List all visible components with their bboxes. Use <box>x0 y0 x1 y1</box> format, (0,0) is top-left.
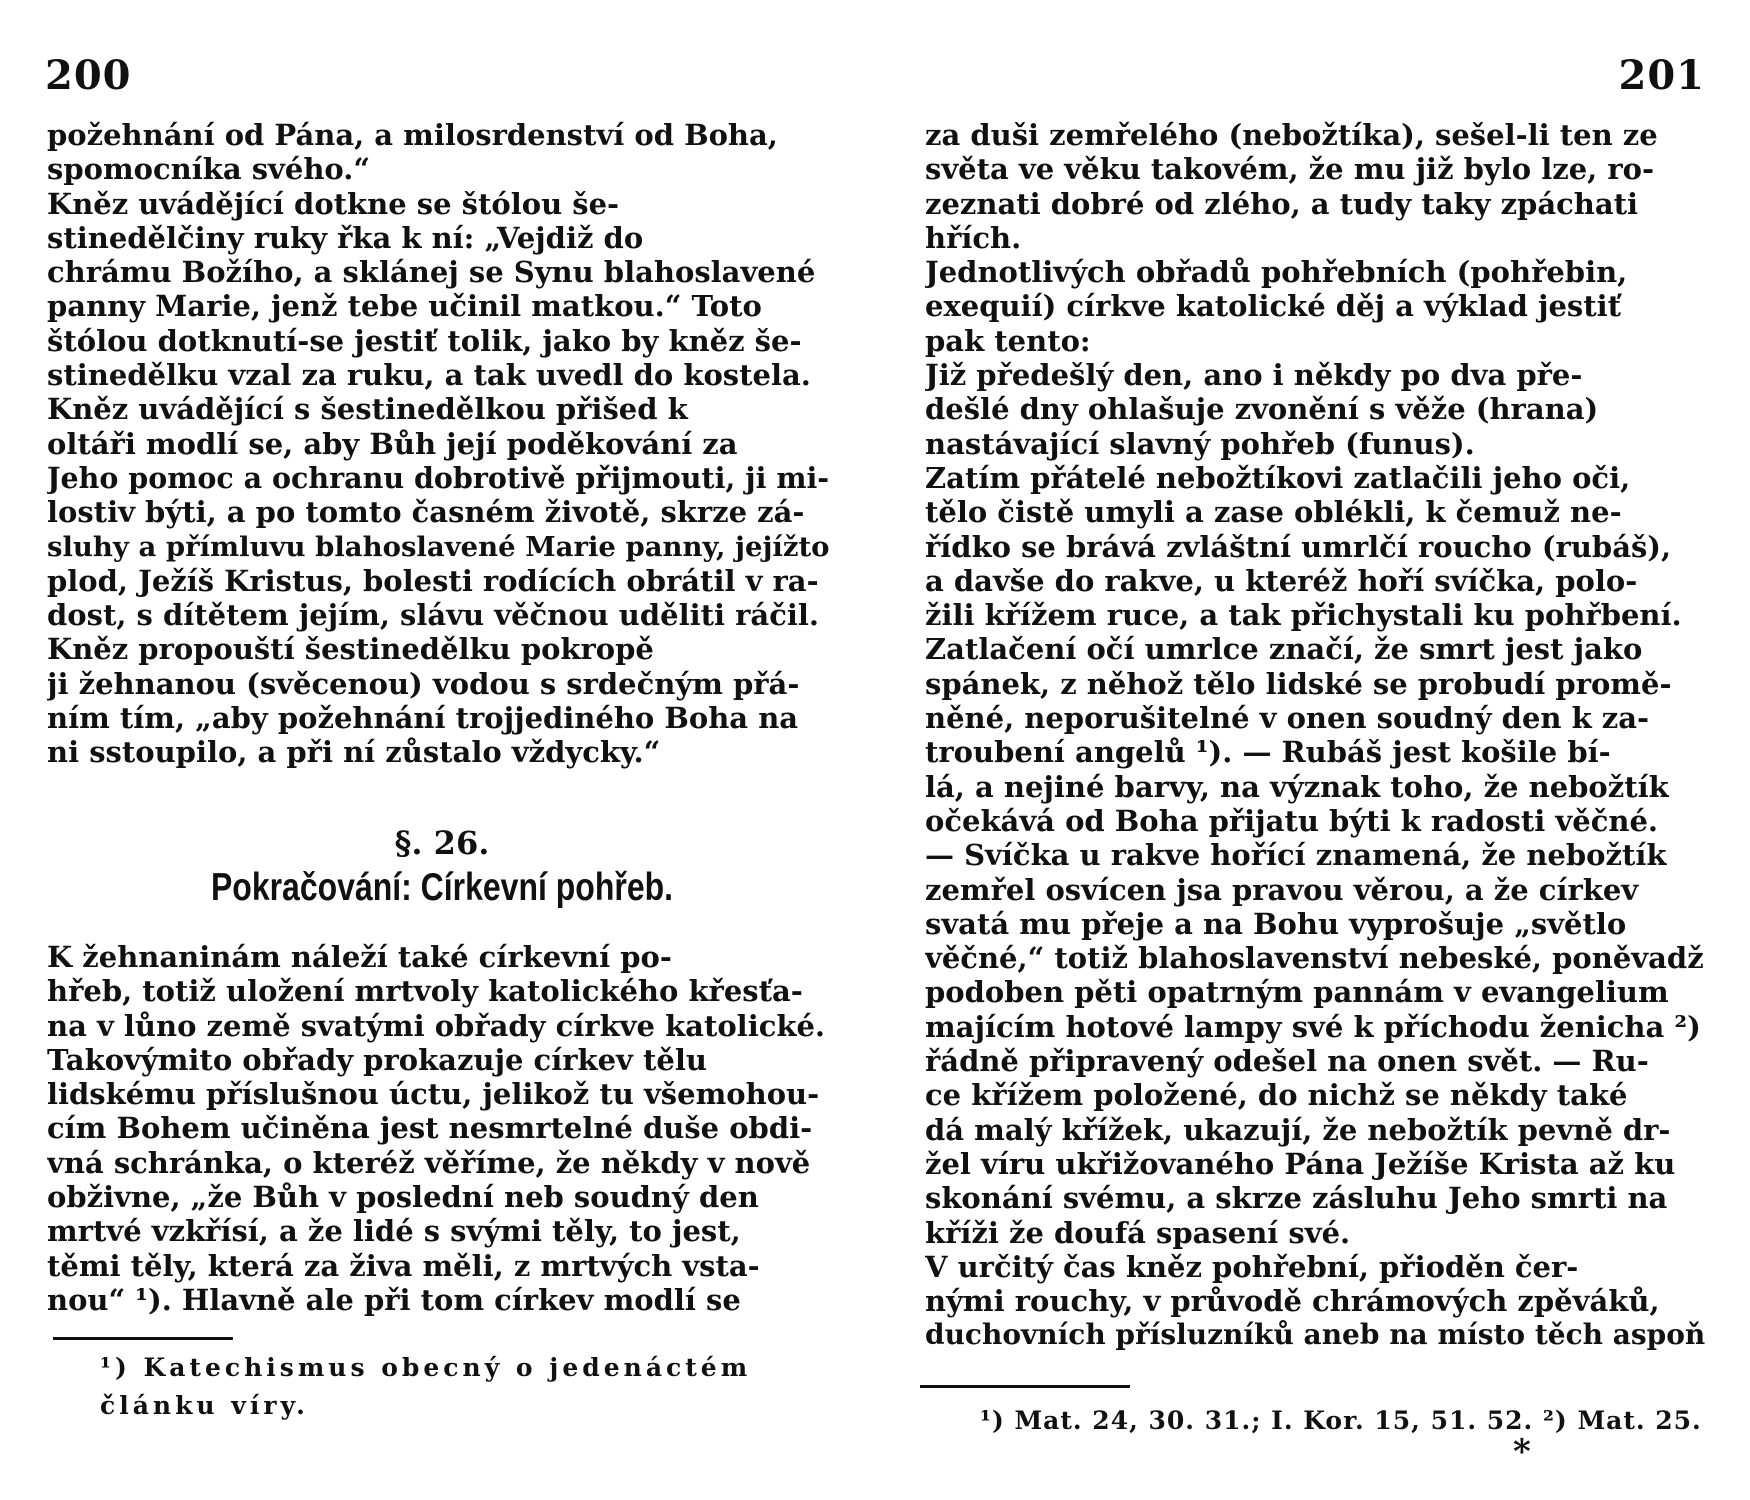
text-line: spomocníka svého.“ <box>47 152 371 187</box>
text-line: plod, Ježíš Kristus, bolesti rodících obrátil v ra- <box>47 563 819 598</box>
text-line: světa ve věku takovém, že mu již bylo lze, ro- <box>925 152 1655 187</box>
text-line: panny Marie, jenž tebe učinil matkou.“ Toto <box>47 289 762 324</box>
text-line: za duši zemřelého (nebožtíka), sešel-li ten ze <box>925 118 1658 152</box>
text-line: ce křížem položené, do nichž se někdy také <box>925 1078 1628 1113</box>
text-line: stinedělčiny ruky řka k ní: „Vejdiž do <box>47 220 644 255</box>
text-line: spánek, z něhož tělo lidské se probudí promě- <box>925 666 1672 701</box>
text-line: podoben pěti opatrným pannám v evangelium <box>925 975 1669 1010</box>
section-number: §. 26. <box>394 824 490 862</box>
text-line: chrámu Božího, a sklánej se Synu blahoslavené <box>47 255 816 290</box>
text-line: lá, a nejiné barvy, na význak toho, že nebožtík <box>925 769 1669 804</box>
text-line: něné, neporušitelné v onen soudný den k za- <box>925 701 1650 736</box>
text-line: V určitý čas kněz pohřební, přioděn čer- <box>925 1249 1579 1284</box>
text-line: a davše do rakve, u kteréž hoří svíčka, polo- <box>925 563 1638 598</box>
text-line: lostiv býti, a po tomto časném životě, skrze zá- <box>47 495 805 530</box>
text-line: Jeho pomoc a ochranu dobrotivě přijmouti, ji mi- <box>47 460 830 495</box>
text-line: — Svíčka u rakve hořící znamená, že nebožtík <box>925 838 1667 873</box>
text-line: oltáři modlí se, aby Bůh její poděkování za <box>47 426 738 461</box>
text-line: stinedělku vzal za ruku, a tak uvedl do kostela. <box>47 358 811 393</box>
footnote-rule <box>53 1337 233 1340</box>
text-line: vná schránka, o kteréž věříme, že někdy v nově <box>47 1145 811 1180</box>
text-line: duchovních přísluzníků aneb na místo těch aspoň <box>925 1318 1706 1352</box>
text-line: hřeb, totiž uložení mrtvoly katolického křesťa- <box>47 974 803 1009</box>
text-line: řádně připravený odešel na onen svět. — Ru- <box>925 1044 1649 1079</box>
page-number: 200 <box>45 52 132 99</box>
text-line: Kněz propouští šestinedělku pokropě <box>47 632 654 667</box>
text-line: Takovýmito obřady prokazuje církev tělu <box>47 1042 707 1077</box>
page-number: 201 <box>1618 52 1705 99</box>
text-line: na v lůno země svatými obřady církve katolické. <box>47 1008 826 1043</box>
text-line: troubení angelů ¹). — Rubáš jest košile bí- <box>925 735 1611 770</box>
text-line: dost, s dítětem jejím, slávu věčnou uděliti ráčil. <box>47 598 819 633</box>
section-title: Pokračování: Církevní pohřeb. <box>210 866 674 909</box>
text-line: nými rouchy, v průvodě chrámových zpěváků, <box>925 1284 1660 1319</box>
text-line: Jednotlivých obřadů pohřebních (pohřebin, <box>925 255 1628 290</box>
text-line: Zatím přátelé nebožtíkovi zatlačili jeho oči, <box>925 460 1631 495</box>
text-line: ním tím, „aby požehnání trojjediného Boha na <box>47 701 799 736</box>
text-line: žili křížem ruce, a tak přichystali ku pohřbení. <box>925 598 1682 633</box>
footnote <box>100 1349 751 1425</box>
text-line: požehnání od Pána, a milosrdenství od Boha, <box>47 118 778 152</box>
text-line: kříži že doufá spasení své. <box>925 1215 1351 1250</box>
footnote-line: ¹) Katechismus obecný o jedenáctém <box>100 1353 752 1382</box>
text-line: svatá mu přeje a na Bohu vyprošuje „světlo <box>925 906 1627 941</box>
text-line: dá malý křížek, ukazují, že nebožtík pevně dr- <box>925 1112 1671 1147</box>
text-line: sluhy a přímluvu blahoslavené Marie panny, jejížto <box>47 530 830 563</box>
text-line: obživne, „že Bůh v poslední neb soudný den <box>47 1180 759 1215</box>
footnote: ¹) Mat. 24, 30. 31.; I. Kor. 15, 51. 52. ²) Mat. 25. <box>980 1406 1702 1435</box>
body-text <box>47 940 837 1317</box>
body-text <box>47 118 837 770</box>
text-line: zeznati dobré od zlého, a tudy taky zpáchati <box>925 186 1639 221</box>
footnote-rule <box>920 1385 1130 1388</box>
footnote-line: článku víry. <box>100 1391 309 1420</box>
text-line: Kněz uvádějící dotkne se štólou še- <box>47 186 620 221</box>
text-line: žel víru ukřižovaného Pána Ježíše Krista až ku <box>925 1146 1676 1181</box>
text-line: skonání svému, a skrze zásluhu Jeho smrti na <box>925 1181 1668 1216</box>
text-line: cím Bohem učiněna jest nesmrtelné duše obdi- <box>47 1111 813 1146</box>
text-line: pak tento: <box>925 323 1091 358</box>
text-line: štólou dotknutí-se jestiť tolik, jako by kněz še- <box>47 323 802 358</box>
text-line: lidskému příslušnou úctu, jelikož tu všemohou- <box>47 1077 820 1112</box>
body-text <box>925 118 1715 1353</box>
text-line: mrtvé vzkřísí, a že lidé s svými těly, to jest, <box>47 1214 741 1249</box>
text-line: nou“ ¹). Hlavně ale při tom církev modlí se <box>47 1282 741 1317</box>
text-line: očekává od Boha přijatu býti k radosti věčné. <box>925 803 1658 838</box>
text-line: exequií) církve katolické děj a výklad jestiť <box>925 289 1622 324</box>
text-line: ni sstoupilo, a při ní zůstalo vždycky.“ <box>47 735 661 770</box>
text-line: Kněz uvádějící s šestinedělkou přišed k <box>47 392 688 427</box>
text-line: tělo čistě umyli a zase oblékli, k čemuž ne- <box>925 495 1622 530</box>
text-line: věčné,“ totiž blahoslavenství nebeské, poněvadž <box>925 941 1704 976</box>
text-line: Zatlačení očí umrlce značí, že smrt jest jako <box>925 632 1643 667</box>
text-line: dešlé dny ohlašuje zvonění s věže (hrana) <box>925 392 1599 427</box>
text-line: nastávající slavný pohřeb (funus). <box>925 426 1475 461</box>
text-line: těmi těly, která za živa měli, z mrtvých vsta- <box>47 1248 760 1283</box>
text-line: zemřel osvícen jsa pravou věrou, a že církev <box>925 872 1639 907</box>
text-line: Již předešlý den, ano i někdy po dva pře- <box>925 358 1583 393</box>
signature-mark: * <box>1513 1432 1531 1472</box>
text-line: K žehnaninám náleží také církevní po- <box>47 940 672 974</box>
text-line: majícím hotové lampy své k příchodu ženicha ²) <box>925 1009 1701 1044</box>
text-line: řídko se brává zvláštní umrlčí roucho (rubáš), <box>925 529 1672 564</box>
text-line: hřích. <box>925 220 1022 255</box>
text-line: ji žehnanou (svěcenou) vodou s srdečným přá- <box>47 666 800 701</box>
